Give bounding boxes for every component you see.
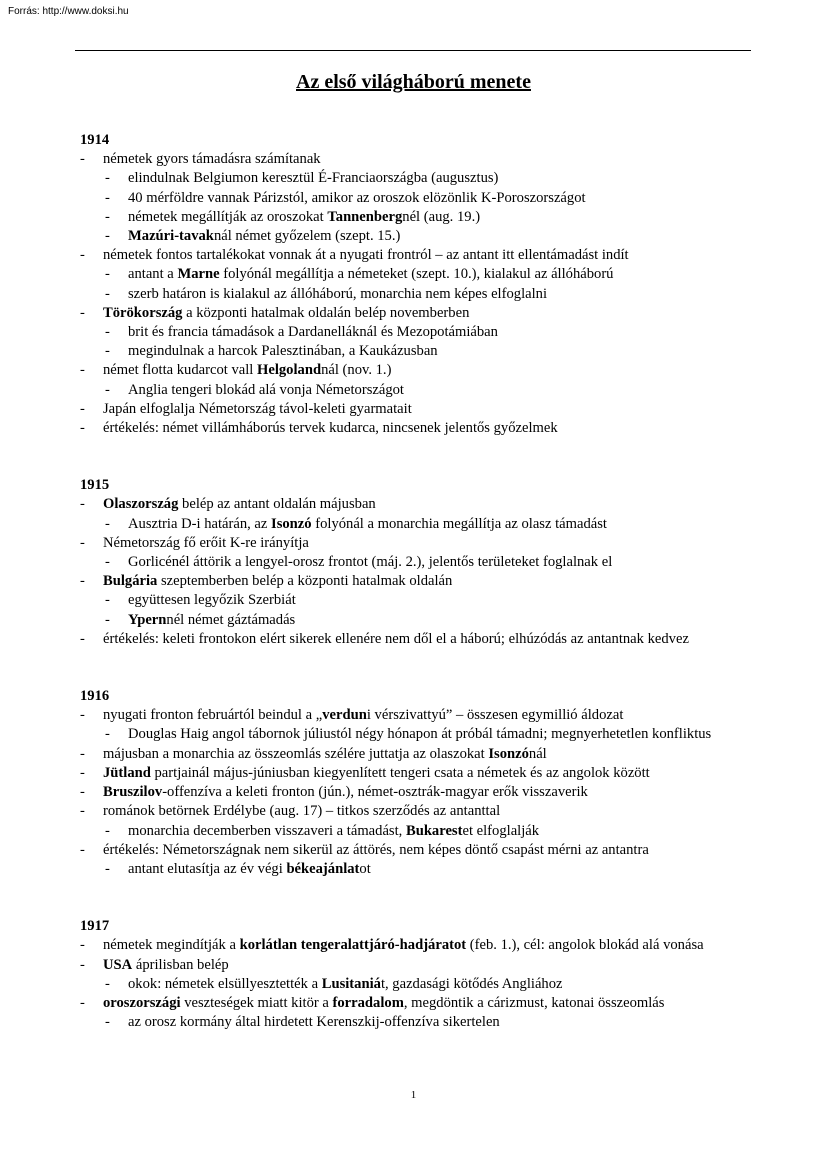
bold-term: Jütland <box>103 764 151 781</box>
bullet-item <box>80 764 748 783</box>
bullet-dash: - <box>80 937 85 954</box>
sub-bullet-item <box>80 169 748 188</box>
sub-bullet-item <box>80 822 748 841</box>
year-heading: 1916 <box>80 688 110 705</box>
sub-bullet-item <box>80 725 748 744</box>
bold-term: Lusitaniá <box>321 975 381 992</box>
bullet-dash: - <box>80 784 85 801</box>
year-section <box>80 917 748 1032</box>
item-text: megindulnak a harcok Palesztinában, a Kaukázusban <box>128 343 438 360</box>
item-text: Anglia tengeri blokád alá vonja Németországot <box>128 381 404 398</box>
bullet-dash: - <box>80 151 85 168</box>
bullet-dash: - <box>80 803 85 820</box>
sub-bullet-item <box>80 553 748 572</box>
item-text: folyónál a monarchia megállítja az olasz támadást <box>311 515 607 532</box>
bold-term: forradalom <box>332 994 404 1011</box>
bullet-item <box>80 994 748 1013</box>
item-text: németek megállítják az oroszokat <box>128 208 328 225</box>
item-text: veszteségek miatt kitör a <box>180 994 333 1011</box>
bold-term: Marne <box>177 266 220 283</box>
bullet-dash: - <box>80 534 85 551</box>
item-text: Németország fő erőit K-re irányítja <box>103 534 309 551</box>
bullet-dash: - <box>105 592 110 609</box>
bullet-dash: - <box>80 764 85 781</box>
bullet-dash: - <box>105 343 110 360</box>
bullet-dash: - <box>80 841 85 858</box>
item-text: folyónál megállítja a németeket (szept. 10.), kialakul az állóháború <box>219 266 614 283</box>
bullet-dash: - <box>105 324 110 341</box>
bullet-dash: - <box>105 189 110 206</box>
item-text: belép az antant oldalán májusban <box>178 496 376 513</box>
bullet-dash: - <box>80 745 85 762</box>
sub-bullet-item <box>80 208 748 227</box>
bullet-dash: - <box>105 285 110 302</box>
item-text: antant elutasítja az év végi <box>128 860 287 877</box>
item-text: májusban a monarchia az összeomlás szélére juttatja az olaszokat <box>103 745 489 762</box>
bullet-dash: - <box>80 362 85 379</box>
bullet-dash: - <box>80 956 85 973</box>
header-divider <box>75 50 751 51</box>
bullet-item <box>80 630 748 649</box>
sub-bullet-item <box>80 227 748 246</box>
item-text: 40 mérföldre vannak Párizstól, amikor az oroszok elözönlik K-Poroszországot <box>128 189 586 206</box>
bullet-dash: - <box>80 420 85 437</box>
item-text: az orosz kormány által hirdetett Kerenszkij-offenzíva sikertelen <box>128 1014 500 1031</box>
bullet-dash: - <box>80 707 85 724</box>
bullet-dash: - <box>105 228 110 245</box>
document-body <box>80 131 748 1032</box>
item-text: (feb. 1.), cél: angolok blokád alá vonása <box>466 937 704 954</box>
item-text: elindulnak Belgiumon keresztül É-Franciaországba (augusztus) <box>128 170 499 187</box>
bold-term: békeajánlat <box>286 860 360 877</box>
bullet-dash: - <box>105 822 110 839</box>
bullet-item <box>80 802 748 821</box>
bullet-dash: - <box>80 496 85 513</box>
sub-bullet-item <box>80 860 748 879</box>
year-heading: 1915 <box>80 477 110 494</box>
item-text: értékelés: német villámháborús tervek kudarca, nincsenek jelentős győzelmek <box>103 420 558 437</box>
bullet-item <box>80 936 748 955</box>
item-text: nál <box>528 745 547 762</box>
item-text: nál (nov. 1.) <box>321 362 392 379</box>
bullet-item <box>80 419 748 438</box>
item-text: nál német győzelem (szept. 15.) <box>213 228 401 245</box>
sub-bullet-item <box>80 975 748 994</box>
item-text: -offenzíva a keleti fronton (jún.), német-osztrák-magyar erők visszaverik <box>162 784 588 801</box>
bold-term: Ypern <box>128 611 167 628</box>
item-text: szeptemberben belép a központi hatalmak oldalán <box>157 573 453 590</box>
year-heading: 1914 <box>80 132 110 148</box>
bold-term: oroszországi <box>103 994 181 1011</box>
bullet-item <box>80 706 748 725</box>
year-section <box>80 476 748 649</box>
item-text: németek fontos tartalékokat vonnak át a nyugati frontról – az antant itt ellentámadást indít <box>103 247 629 264</box>
bullet-dash: - <box>105 208 110 225</box>
item-text: Japán elfoglalja Németország távol-keleti gyarmatait <box>103 400 412 417</box>
sub-bullet-item <box>80 285 748 304</box>
bold-term: Bukarest <box>405 822 463 839</box>
bullet-dash: - <box>80 630 85 647</box>
item-text: együttesen legyőzik Szerbiát <box>128 592 296 609</box>
bullet-dash: - <box>80 304 85 321</box>
item-text: értékelés: Németországnak nem sikerül az áttörés, nem képes döntő csapást mérni az antantra <box>103 841 649 858</box>
bullet-dash: - <box>105 1014 110 1031</box>
bold-term: Törökország <box>103 304 183 321</box>
bullet-dash: - <box>80 994 85 1011</box>
bold-term: verdun <box>322 707 367 724</box>
bullet-item <box>80 745 748 764</box>
bold-term: Isonzó <box>271 515 312 532</box>
bullet-dash: - <box>105 515 110 532</box>
bullet-item <box>80 150 748 169</box>
bold-term: Olaszország <box>103 496 179 513</box>
bullet-item <box>80 304 748 323</box>
sub-bullet-item <box>80 342 748 361</box>
bold-term: Bruszilov <box>103 784 163 801</box>
item-text: a központi hatalmak oldalán belép novemberben <box>182 304 470 321</box>
item-text: okok: németek elsüllyesztették a <box>128 975 322 992</box>
item-text: Ausztria D-i határán, az <box>128 515 272 532</box>
item-text: , megdöntik a cárizmust, katonai összeomlás <box>403 994 665 1011</box>
sub-bullet-item <box>80 591 748 610</box>
bullet-dash: - <box>105 975 110 992</box>
bold-term: Isonzó <box>488 745 529 762</box>
bold-term: korlátlan tengeralattjáró-hadjáratot <box>239 937 467 954</box>
bullet-dash: - <box>80 247 85 264</box>
item-text: brit és francia támadások a Dardanelláknál és Mezopotámiában <box>128 324 498 341</box>
sub-bullet-item <box>80 381 748 400</box>
sub-bullet-item <box>80 515 748 534</box>
sub-bullet-item <box>80 265 748 284</box>
bullet-item <box>80 956 748 975</box>
item-text: Douglas Haig angol tábornok júliustól négy hónapon át próbál támadni; megnyerhetetlen konfliktus <box>128 726 712 743</box>
bullet-dash: - <box>105 611 110 628</box>
bold-term: Helgoland <box>257 362 322 379</box>
bullet-dash: - <box>105 381 110 398</box>
bullet-dash: - <box>80 573 85 590</box>
item-text: nyugati fronton februártól beindul a „ <box>103 707 323 724</box>
item-text: értékelés: keleti frontokon elért sikerek ellenére nem dől el a háború; elhúzódás az antantnak kedvez <box>103 630 689 647</box>
bullet-dash: - <box>105 266 110 283</box>
item-text: t, gazdasági kötődés Angliához <box>380 975 563 992</box>
item-text: monarchia decemberben visszaveri a támadást, <box>128 822 406 839</box>
page-title: Az első világháború menete <box>296 71 531 93</box>
sub-bullet-item <box>80 611 748 630</box>
item-text: németek megindítják a <box>103 937 240 954</box>
bullet-item <box>80 400 748 419</box>
bullet-dash: - <box>105 170 110 187</box>
item-text: románok betörnek Erdélybe (aug. 17) – titkos szerződés az antanttal <box>103 803 501 820</box>
source-url[interactable]: Forrás: http://www.doksi.hu <box>8 6 129 17</box>
bullet-item <box>80 495 748 514</box>
item-text: német flotta kudarcot vall <box>103 362 257 379</box>
year-section <box>80 131 748 438</box>
item-text: partjainál május-júniusban kiegyenlített tengeri csata a németek és az angolok között <box>150 764 650 781</box>
item-text: et elfoglalják <box>462 822 540 839</box>
sub-bullet-item <box>80 189 748 208</box>
item-text: antant a <box>128 266 178 283</box>
bullet-item <box>80 246 748 265</box>
bullet-dash: - <box>105 554 110 571</box>
year-section <box>80 687 748 879</box>
bold-term: Bulgária <box>103 573 158 590</box>
item-text: nél német gáztámadás <box>166 611 296 628</box>
sub-bullet-item <box>80 323 748 342</box>
bullet-item <box>80 361 748 380</box>
item-text: ot <box>359 860 371 877</box>
item-text: i vérszivattyú” – összesen egymillió áldozat <box>366 707 624 724</box>
bold-term: Tannenberg <box>327 208 403 225</box>
item-text: áprilisban belép <box>132 956 229 973</box>
year-heading: 1917 <box>80 918 110 935</box>
item-text: Gorlicénél áttörik a lengyel-orosz frontot (máj. 2.), jelentős területeket foglalnak el <box>128 554 613 571</box>
bullet-item <box>80 534 748 553</box>
item-text: nél (aug. 19.) <box>402 208 481 225</box>
page-number: 1 <box>410 1089 417 1101</box>
item-text: németek gyors támadásra számítanak <box>103 151 321 168</box>
bullet-dash: - <box>105 726 110 743</box>
sub-bullet-item <box>80 1013 748 1032</box>
item-text: szerb határon is kialakul az állóháború, monarchia nem képes elfoglalni <box>128 285 548 302</box>
bullet-dash: - <box>80 400 85 417</box>
bullet-item <box>80 783 748 802</box>
bullet-item <box>80 572 748 591</box>
bullet-item <box>80 841 748 860</box>
bold-term: Mazúri-tavak <box>128 228 214 245</box>
bullet-dash: - <box>105 860 110 877</box>
bold-term: USA <box>103 956 133 973</box>
